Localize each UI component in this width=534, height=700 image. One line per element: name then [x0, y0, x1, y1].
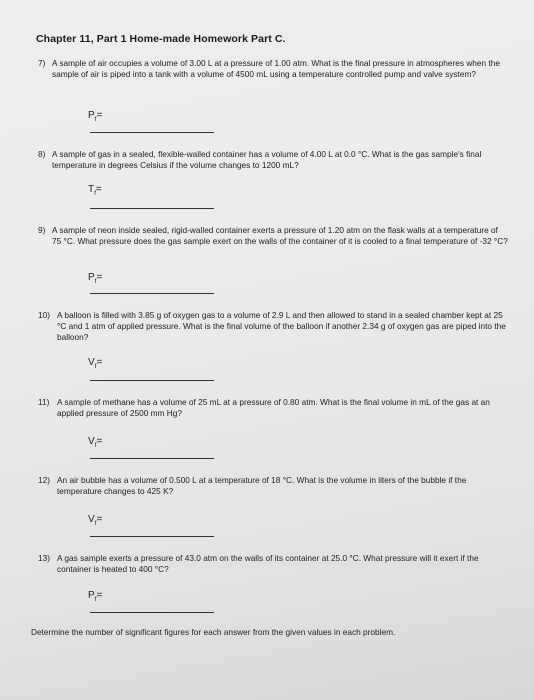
answer-subscript: f: [94, 442, 97, 449]
question-text: A sample of methane has a volume of 25 mL at a pressure of 0.80 atm. What is the final volume in mL of the gas at an applied pressure of 2500 mm Hg?: [57, 397, 490, 418]
answer-variable: T: [88, 184, 95, 195]
question-text: A sample of neon inside sealed, rigid-walled container exerts a pressure of 1.20 atm on the flask walls at a temperature of 75 °C. What pressure does the gas sample exert on the walls of the container of it is cooled to a final temperature of -32 °C?: [52, 225, 508, 246]
question-10: [38, 310, 508, 343]
answer-equals: =: [96, 357, 103, 368]
answer-equals: =: [96, 110, 103, 121]
answer-equals: =: [96, 590, 103, 601]
answer-subscript: f: [94, 596, 97, 603]
answer-label-8: [88, 184, 102, 197]
answer-variable: V: [88, 514, 95, 525]
question-text: A gas sample exerts a pressure of 43.0 atm on the walls of its container at 25.0 °C. What pressure will it exert if the container is heated to 400 °C?: [57, 553, 479, 574]
question-13: [38, 553, 508, 575]
answer-label-12: [88, 514, 102, 527]
question-number: 10): [38, 310, 50, 320]
answer-blank-13[interactable]: [90, 612, 214, 613]
answer-label-7: [88, 110, 102, 123]
question-number: 7): [38, 58, 46, 68]
answer-subscript: f: [94, 116, 97, 123]
answer-blank-7[interactable]: [90, 132, 214, 133]
answer-variable: P: [88, 590, 95, 601]
answer-variable: P: [88, 272, 95, 283]
answer-blank-8[interactable]: [90, 208, 214, 209]
answer-label-11: [88, 436, 102, 449]
question-7: [38, 58, 508, 80]
answer-subscript: f: [94, 520, 97, 527]
answer-subscript: f: [94, 363, 97, 370]
answer-label-10: [88, 357, 102, 370]
question-text: An air bubble has a volume of 0.500 L at a temperature of 18 °C. What is the volume in liters of the bubble if the temperature changes to 425 K?: [57, 475, 467, 496]
question-text: A sample of air occupies a volume of 3.00 L at a pressure of 1.00 atm. What is the final pressure in atmospheres when the sample of air is piped into a tank with a volume of 4500 mL using a temperature controlled pump and valve system?: [52, 58, 500, 79]
question-text: A balloon is filled with 3.85 g of oxygen gas to a volume of 2.9 L and then allowed to stand in a sealed chamber kept at 25 °C and 1 atm of applied pressure. What is the final volume of the balloon if another 2.34 g of oxygen gas are piped into the balloon?: [57, 310, 506, 342]
answer-equals: =: [95, 184, 102, 195]
answer-blank-10[interactable]: [90, 380, 214, 381]
instructions-footer: Determine the number of significant figures for each answer from the given values in each problem.: [31, 627, 396, 637]
page-title: Chapter 11, Part 1 Home-made Homework Part C.: [36, 33, 286, 45]
answer-equals: =: [96, 436, 103, 447]
question-number: 9): [38, 225, 46, 235]
answer-variable: P: [88, 110, 95, 121]
question-12: [38, 475, 508, 497]
answer-equals: =: [96, 272, 103, 283]
answer-variable: V: [88, 436, 95, 447]
answer-subscript: f: [94, 190, 96, 197]
answer-equals: =: [96, 514, 103, 525]
answer-variable: V: [88, 357, 95, 368]
question-number: 8): [38, 149, 46, 159]
answer-subscript: f: [94, 278, 97, 285]
question-11: [38, 397, 508, 419]
question-number: 12): [38, 475, 50, 485]
answer-blank-9[interactable]: [90, 293, 214, 294]
question-8: [38, 149, 508, 171]
question-number: 13): [38, 553, 50, 563]
answer-blank-11[interactable]: [90, 458, 214, 459]
answer-label-13: [88, 590, 102, 603]
answer-blank-12[interactable]: [90, 536, 214, 537]
question-9: [38, 225, 508, 247]
answer-label-9: [88, 272, 102, 285]
question-text: A sample of gas in a sealed, flexible-walled container has a volume of 4.00 L at 0.0 °C. What is the gas sample's final temperature in degrees Celsius if the volume changes to 1200 mL?: [52, 149, 482, 170]
question-number: 11): [38, 397, 50, 407]
